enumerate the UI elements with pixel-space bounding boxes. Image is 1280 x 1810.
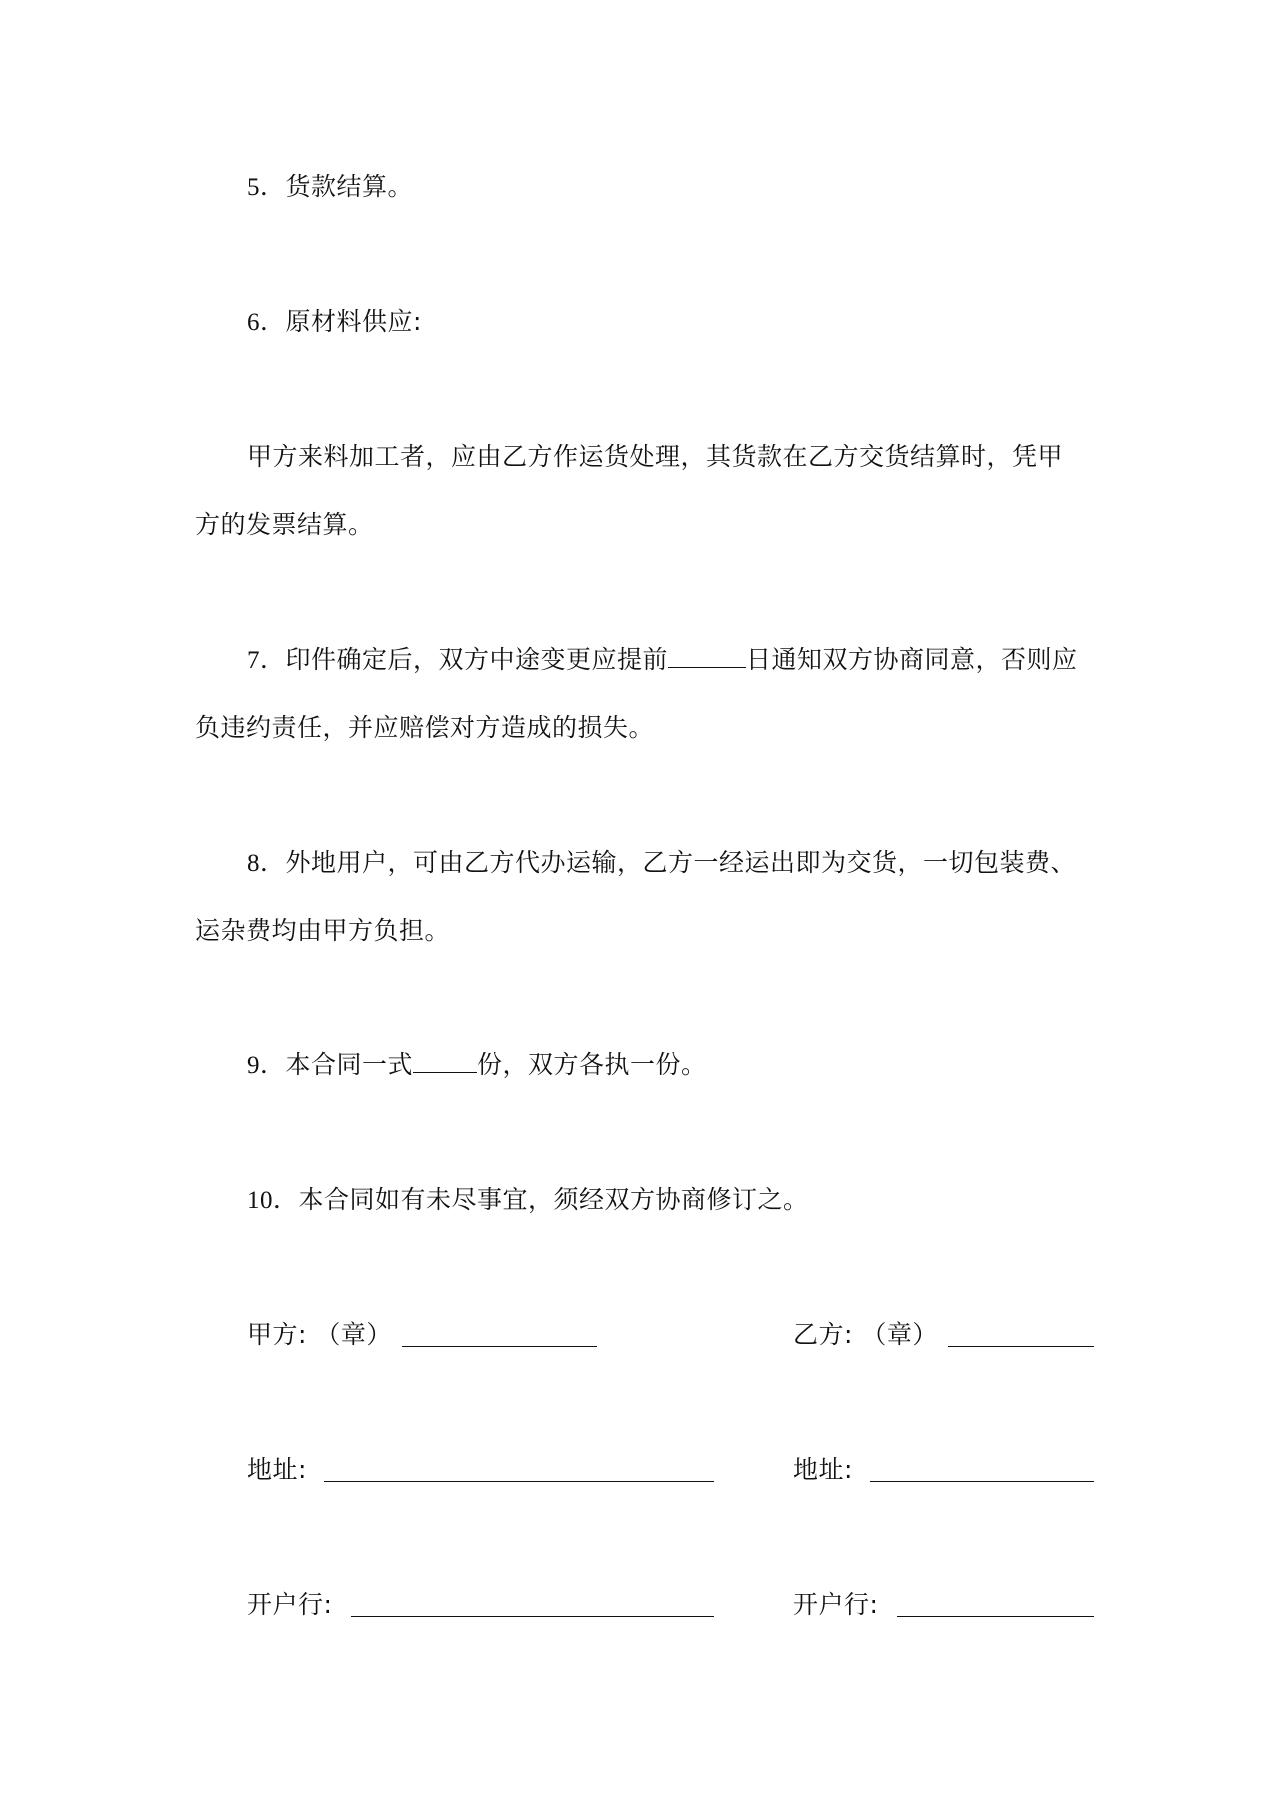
clause-separator: ． [260, 848, 286, 877]
clause-separator: ． [260, 307, 286, 336]
address-b-label: 地址: [793, 1455, 853, 1484]
clause-number: 10 [247, 1187, 273, 1214]
clause-text: 货款结算。 [285, 172, 414, 201]
party-a-signature-line[interactable] [402, 1346, 597, 1347]
clause-text-before-blank: 本合同一式 [285, 1050, 414, 1079]
party-b-label: 乙方: [793, 1320, 853, 1349]
clause-text: 原材料供应: [285, 307, 422, 336]
party-b-label-row [793, 1318, 938, 1352]
paragraph-supply-line2: 方的发票结算。 [195, 510, 374, 539]
days-blank[interactable] [668, 645, 746, 668]
party-a-label: 甲方: [247, 1320, 307, 1349]
bank-b-field-line[interactable] [897, 1616, 1094, 1617]
clause-separator: ． [260, 645, 286, 674]
bank-a-field-line[interactable] [351, 1616, 714, 1617]
address-a-field-line[interactable] [324, 1481, 714, 1482]
clause-9 [247, 1048, 707, 1083]
bank-a-label: 开户行: [247, 1590, 333, 1619]
address-a-label: 地址: [247, 1455, 307, 1484]
clause-text-before-blank: 印件确定后，双方中途变更应提前 [285, 645, 669, 674]
clause-number: 5 [247, 174, 260, 201]
clause-separator: ． [260, 172, 286, 201]
clause-8-line2: 运杂费均由甲方负担。 [195, 916, 451, 945]
clause-text-after-blank: 份，双方各执一份。 [477, 1050, 707, 1079]
clause-10 [247, 1183, 809, 1218]
clause-separator: ． [260, 1050, 286, 1079]
bank-b-label: 开户行: [793, 1590, 879, 1619]
clause-7-line2: 负违约责任，并应赔偿对方造成的损失。 [195, 713, 655, 742]
address-b-field-line[interactable] [870, 1481, 1094, 1482]
clause-text: 外地用户，可由乙方代办运输，乙方一经运出即为交货，一切包装费、 [285, 848, 1077, 877]
clause-5 [247, 170, 413, 205]
clause-number: 9 [247, 1052, 260, 1079]
party-b-seal: （章） [861, 1320, 938, 1349]
clause-number: 8 [247, 850, 260, 877]
party-b-signature-line[interactable] [948, 1346, 1094, 1347]
clause-8-line1 [247, 846, 1076, 881]
party-a-label-row [247, 1318, 392, 1352]
clause-text: 本合同如有未尽事宜，须经双方协商修订之。 [298, 1185, 809, 1214]
copies-blank[interactable] [413, 1050, 477, 1073]
paragraph-supply-line1: 甲方来料加工者，应由乙方作运货处理，其货款在乙方交货结算时，凭甲 [247, 442, 1064, 471]
clause-6 [247, 305, 422, 340]
clause-number: 6 [247, 309, 260, 336]
party-a-seal: （章） [315, 1320, 392, 1349]
clause-7-line1 [247, 643, 1078, 678]
clause-separator: ． [273, 1185, 299, 1214]
clause-number: 7 [247, 647, 260, 674]
clause-text-after-blank: 日通知双方协商同意，否则应 [746, 645, 1078, 674]
